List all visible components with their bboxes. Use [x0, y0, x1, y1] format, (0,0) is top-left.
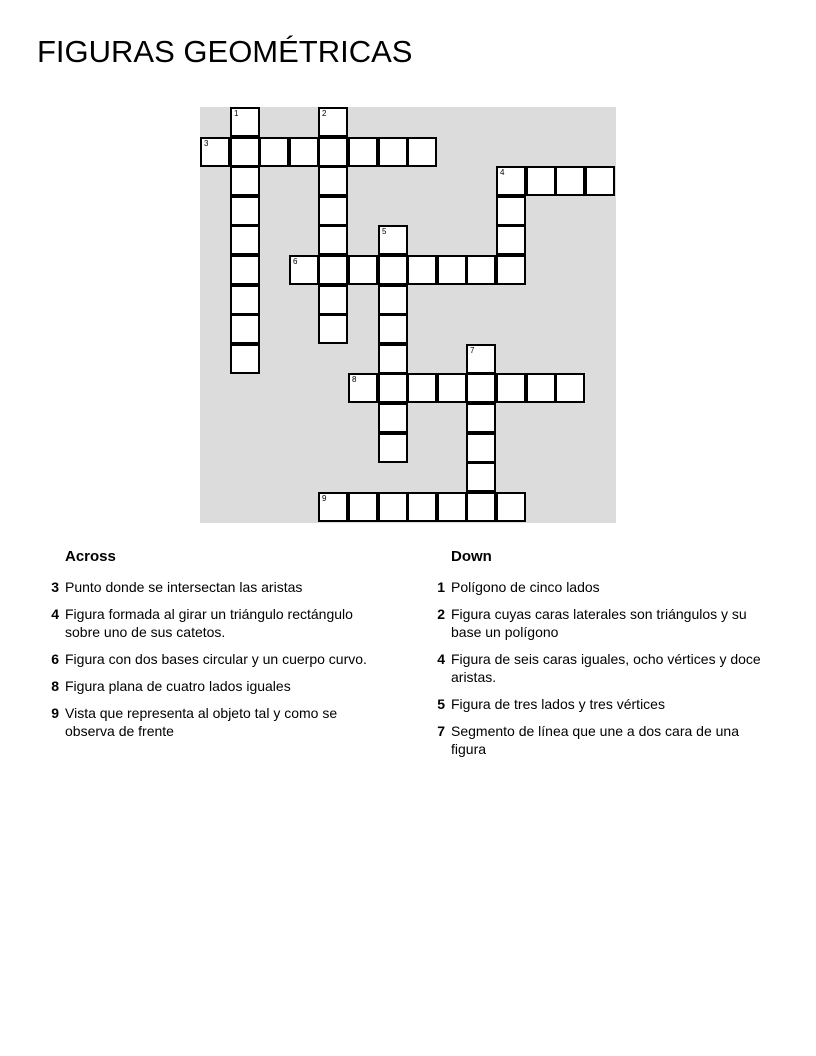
down-heading: Down	[451, 548, 492, 565]
cell-number: 7	[470, 346, 475, 355]
clue-text: Segmento de línea que une a dos cara de una figura	[451, 723, 739, 757]
clue-item	[431, 605, 771, 641]
grid-cell[interactable]	[230, 314, 260, 344]
grid-cell[interactable]	[318, 285, 348, 315]
across-heading: Across	[65, 548, 116, 565]
clue-item	[431, 722, 771, 758]
clue-number: 8	[51, 678, 59, 694]
clue-number: 2	[437, 606, 445, 622]
clue-item	[431, 578, 771, 596]
grid-cell[interactable]	[496, 166, 526, 196]
cell-number: 9	[322, 494, 327, 503]
grid-cell[interactable]	[230, 137, 260, 167]
grid-cell[interactable]	[378, 285, 408, 315]
cell-number: 4	[500, 168, 505, 177]
clue-number: 5	[437, 696, 445, 712]
grid-cell[interactable]	[496, 196, 526, 226]
crossword-grid	[200, 107, 616, 523]
across-clues	[45, 548, 385, 749]
grid-cell[interactable]	[466, 433, 496, 463]
grid-cell[interactable]	[466, 373, 496, 403]
grid-cell[interactable]	[407, 137, 437, 167]
clue-text: Figura de tres lados y tres vértices	[451, 696, 665, 712]
grid-cell[interactable]	[378, 225, 408, 255]
grid-cell[interactable]	[378, 255, 408, 285]
grid-cell[interactable]	[318, 492, 348, 522]
cell-number: 6	[293, 257, 298, 266]
grid-cell[interactable]	[437, 255, 467, 285]
cell-number: 2	[322, 109, 327, 118]
grid-cell[interactable]	[200, 137, 230, 167]
clue-number: 6	[51, 651, 59, 667]
grid-cell[interactable]	[230, 196, 260, 226]
cell-number: 1	[234, 109, 239, 118]
clue-item	[45, 704, 385, 740]
grid-cell[interactable]	[230, 344, 260, 374]
grid-cell[interactable]	[318, 225, 348, 255]
grid-cell[interactable]	[318, 137, 348, 167]
grid-cell[interactable]	[348, 255, 378, 285]
clue-item	[45, 677, 385, 695]
grid-cell[interactable]	[526, 166, 556, 196]
grid-cell[interactable]	[555, 373, 585, 403]
grid-cell[interactable]	[289, 137, 319, 167]
grid-cell[interactable]	[378, 344, 408, 374]
down-clues	[431, 548, 771, 767]
grid-cell[interactable]	[407, 373, 437, 403]
clue-number: 4	[437, 651, 445, 667]
grid-cell[interactable]	[496, 373, 526, 403]
clue-text: Figura de seis caras iguales, ocho vértices y doce aristas.	[451, 651, 761, 685]
grid-cell[interactable]	[378, 492, 408, 522]
grid-cell[interactable]	[230, 107, 260, 137]
grid-cell[interactable]	[318, 314, 348, 344]
clue-number: 1	[437, 579, 445, 595]
clue-text: Figura formada al girar un triángulo rectángulo sobre uno de sus catetos.	[65, 606, 353, 640]
grid-cell[interactable]	[230, 255, 260, 285]
grid-cell[interactable]	[230, 225, 260, 255]
grid-cell[interactable]	[496, 492, 526, 522]
grid-cell[interactable]	[378, 373, 408, 403]
grid-cell[interactable]	[378, 314, 408, 344]
grid-cell[interactable]	[318, 255, 348, 285]
grid-cell[interactable]	[555, 166, 585, 196]
clue-item	[45, 650, 385, 668]
grid-cell[interactable]	[259, 137, 289, 167]
grid-cell[interactable]	[318, 107, 348, 137]
grid-cell[interactable]	[407, 255, 437, 285]
grid-cell[interactable]	[230, 285, 260, 315]
grid-cell[interactable]	[437, 492, 467, 522]
grid-cell[interactable]	[378, 137, 408, 167]
grid-cell[interactable]	[466, 492, 496, 522]
grid-cell[interactable]	[526, 373, 556, 403]
clue-text: Figura cuyas caras laterales son triángulos y su base un polígono	[451, 606, 747, 640]
clue-item	[45, 578, 385, 596]
clue-item	[45, 605, 385, 641]
grid-cell[interactable]	[318, 166, 348, 196]
clue-item	[431, 650, 771, 686]
clue-item	[431, 695, 771, 713]
grid-cell[interactable]	[496, 225, 526, 255]
clue-number: 9	[51, 705, 59, 721]
clue-text: Polígono de cinco lados	[451, 579, 600, 595]
grid-cell[interactable]	[318, 196, 348, 226]
clue-number: 3	[51, 579, 59, 595]
grid-cell[interactable]	[496, 255, 526, 285]
cell-number: 8	[352, 375, 357, 384]
grid-cell[interactable]	[437, 373, 467, 403]
grid-cell[interactable]	[466, 344, 496, 374]
grid-cell[interactable]	[230, 166, 260, 196]
grid-cell[interactable]	[466, 462, 496, 492]
cell-number: 5	[382, 227, 387, 236]
grid-cell[interactable]	[407, 492, 437, 522]
grid-cell[interactable]	[348, 373, 378, 403]
cell-number: 3	[204, 139, 209, 148]
grid-cell[interactable]	[378, 433, 408, 463]
clue-text: Figura plana de cuatro lados iguales	[65, 678, 291, 694]
grid-cell[interactable]	[348, 137, 378, 167]
clue-text: Figura con dos bases circular y un cuerpo curvo.	[65, 651, 367, 667]
grid-cell[interactable]	[466, 403, 496, 433]
grid-cell[interactable]	[289, 255, 319, 285]
grid-cell[interactable]	[585, 166, 615, 196]
clue-number: 4	[51, 606, 59, 622]
clue-text: Punto donde se intersectan las aristas	[65, 579, 303, 595]
grid-cell[interactable]	[378, 403, 408, 433]
page-title: FIGURAS GEOMÉTRICAS	[37, 34, 413, 69]
grid-cell[interactable]	[348, 492, 378, 522]
clue-text: Vista que representa al objeto tal y como se observa de frente	[65, 705, 338, 739]
clue-number: 7	[437, 723, 445, 739]
grid-cell[interactable]	[466, 255, 496, 285]
